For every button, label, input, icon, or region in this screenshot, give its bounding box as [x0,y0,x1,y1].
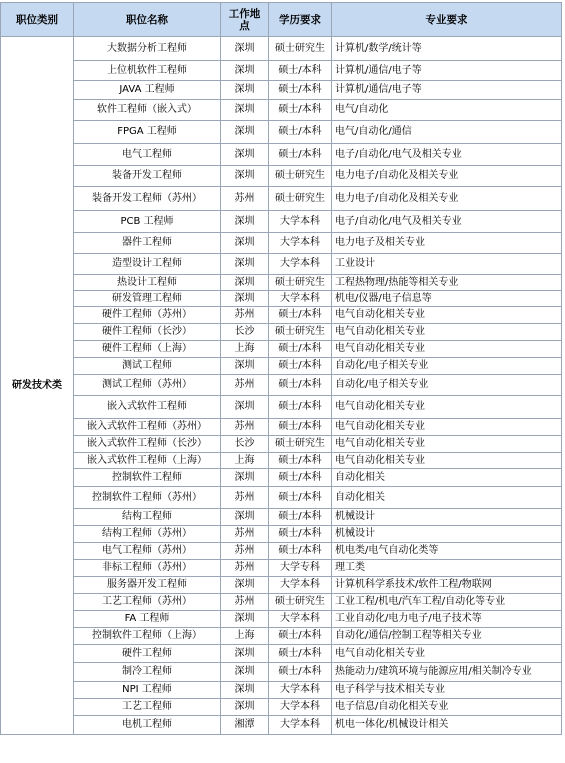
job-title-cell: FPGA 工程师 [74,121,221,144]
major-cell: 热能动力/建筑环境与能源应用/相关制冷专业 [332,663,562,682]
major-cell: 机电/仪器/电子信息等 [332,291,562,307]
major-cell: 自动化相关 [332,469,562,487]
table-row [1,100,562,121]
location-cell: 深圳 [221,291,269,307]
education-cell: 硕士/本科 [269,645,332,663]
table-row [1,716,562,735]
major-cell: 电力电子/自动化及相关专业 [332,187,562,211]
education-cell: 硕士研究生 [269,166,332,187]
location-cell: 苏州 [221,594,269,611]
table-row [1,341,562,358]
job-title-cell: 制冷工程师 [74,663,221,682]
table-row [1,254,562,275]
job-title-cell: 造型设计工程师 [74,254,221,275]
job-title-cell: 大数据分析工程师 [74,37,221,61]
major-cell: 电气自动化相关专业 [332,307,562,324]
table-row [1,699,562,716]
major-cell: 计算机/通信/电子等 [332,81,562,100]
education-cell: 硕士/本科 [269,543,332,560]
table-row [1,61,562,81]
education-cell: 硕士/本科 [269,663,332,682]
job-title-cell: 工艺工程师 [74,699,221,716]
major-cell: 机械设计 [332,509,562,526]
education-cell: 硕士/本科 [269,628,332,645]
job-title-cell: 硬件工程师（长沙） [74,324,221,341]
job-title-cell: 器件工程师 [74,233,221,254]
location-cell: 深圳 [221,166,269,187]
job-table-body [1,37,562,735]
table-row [1,324,562,341]
education-cell: 大学本科 [269,233,332,254]
location-cell: 深圳 [221,682,269,699]
job-title-cell: JAVA 工程师 [74,81,221,100]
education-cell: 大学本科 [269,699,332,716]
education-cell: 硕士/本科 [269,100,332,121]
major-cell: 电子信息/自动化相关专业 [332,699,562,716]
job-requirements-table [0,2,562,735]
job-title-cell: PCB 工程师 [74,211,221,233]
location-cell: 深圳 [221,396,269,419]
table-row [1,543,562,560]
location-cell: 上海 [221,628,269,645]
location-cell: 深圳 [221,100,269,121]
education-cell: 硕士研究生 [269,187,332,211]
education-cell: 硕士/本科 [269,453,332,469]
table-row [1,577,562,594]
location-cell: 苏州 [221,526,269,543]
location-cell: 深圳 [221,699,269,716]
table-row [1,166,562,187]
major-cell: 电气自动化相关专业 [332,396,562,419]
education-cell: 大学本科 [269,611,332,628]
table-row [1,144,562,166]
job-title-cell: 上位机软件工程师 [74,61,221,81]
education-cell: 硕士/本科 [269,396,332,419]
job-title-cell: 装备开发工程师 [74,166,221,187]
job-title-cell: 测试工程师（苏州） [74,375,221,396]
major-cell: 自动化/通信/控制工程等相关专业 [332,628,562,645]
major-cell: 电气自动化相关专业 [332,453,562,469]
location-cell: 深圳 [221,663,269,682]
header-location: 工作地点 [221,3,269,37]
table-row [1,358,562,375]
education-cell: 大学专科 [269,560,332,577]
major-cell: 计算机科学系技术/软件工程/物联网 [332,577,562,594]
table-row [1,487,562,509]
major-cell: 工业自动化/电力电子/电子技术等 [332,611,562,628]
major-cell: 机电类/电气自动化类等 [332,543,562,560]
location-cell: 长沙 [221,324,269,341]
job-title-cell: 电气工程师 [74,144,221,166]
education-cell: 硕士/本科 [269,469,332,487]
major-cell: 计算机/通信/电子等 [332,61,562,81]
job-title-cell: 硬件工程师 [74,645,221,663]
job-title-cell: 控制软件工程师（上海） [74,628,221,645]
location-cell: 深圳 [221,509,269,526]
education-cell: 硕士研究生 [269,436,332,453]
table-row [1,291,562,307]
location-cell: 苏州 [221,375,269,396]
location-cell: 上海 [221,453,269,469]
major-cell: 机械设计 [332,526,562,543]
major-cell: 电气/自动化 [332,100,562,121]
table-row [1,611,562,628]
education-cell: 大学本科 [269,716,332,735]
location-cell: 苏州 [221,487,269,509]
table-row [1,275,562,291]
table-row [1,645,562,663]
table-row [1,682,562,699]
job-title-cell: 硬件工程师（上海） [74,341,221,358]
education-cell: 硕士/本科 [269,526,332,543]
major-cell: 电力电子/自动化及相关专业 [332,166,562,187]
location-cell: 苏州 [221,560,269,577]
location-cell: 深圳 [221,233,269,254]
major-cell: 电子科学与技术相关专业 [332,682,562,699]
major-cell: 电子/自动化/电气及相关专业 [332,211,562,233]
education-cell: 硕士/本科 [269,121,332,144]
education-cell: 硕士/本科 [269,419,332,436]
education-cell: 硕士/本科 [269,487,332,509]
job-title-cell: 嵌入式软件工程师（上海） [74,453,221,469]
education-cell: 硕士研究生 [269,275,332,291]
education-cell: 硕士/本科 [269,307,332,324]
major-cell: 自动化/电子相关专业 [332,358,562,375]
education-cell: 大学本科 [269,682,332,699]
job-title-cell: 服务器开发工程师 [74,577,221,594]
major-cell: 理工类 [332,560,562,577]
major-cell: 自动化/电子相关专业 [332,375,562,396]
job-title-cell: 结构工程师 [74,509,221,526]
job-title-cell: 软件工程师（嵌入式） [74,100,221,121]
location-cell: 苏州 [221,307,269,324]
table-row [1,307,562,324]
table-row [1,121,562,144]
location-cell: 深圳 [221,611,269,628]
location-cell: 深圳 [221,61,269,81]
major-cell: 电气自动化相关专业 [332,419,562,436]
location-cell: 苏州 [221,187,269,211]
table-row [1,211,562,233]
table-row [1,37,562,61]
table-row [1,187,562,211]
location-cell: 苏州 [221,543,269,560]
location-cell: 深圳 [221,358,269,375]
major-cell: 电气自动化相关专业 [332,436,562,453]
major-cell: 电力电子及相关专业 [332,233,562,254]
table-row [1,663,562,682]
education-cell: 硕士/本科 [269,61,332,81]
table-row [1,436,562,453]
job-title-cell: 电机工程师 [74,716,221,735]
education-cell: 硕士/本科 [269,509,332,526]
location-cell: 长沙 [221,436,269,453]
table-row [1,81,562,100]
location-cell: 深圳 [221,577,269,594]
location-cell: 深圳 [221,275,269,291]
job-title-cell: 硬件工程师（苏州） [74,307,221,324]
job-title-cell: 控制软件工程师 [74,469,221,487]
location-cell: 上海 [221,341,269,358]
location-cell: 湘潭 [221,716,269,735]
table-row [1,469,562,487]
major-cell: 工业工程/机电/汽车工程/自动化等专业 [332,594,562,611]
education-cell: 硕士研究生 [269,324,332,341]
table-row [1,419,562,436]
location-cell: 深圳 [221,469,269,487]
major-cell: 电气/自动化/通信 [332,121,562,144]
header-row [1,3,562,37]
job-title-cell: 研发管理工程师 [74,291,221,307]
education-cell: 大学本科 [269,254,332,275]
education-cell: 硕士研究生 [269,594,332,611]
table-row [1,396,562,419]
major-cell: 电子/自动化/电气及相关专业 [332,144,562,166]
table-row [1,509,562,526]
location-cell: 深圳 [221,144,269,166]
table-row [1,560,562,577]
education-cell: 硕士研究生 [269,37,332,61]
table-row [1,628,562,645]
education-cell: 大学本科 [269,211,332,233]
job-title-cell: FA 工程师 [74,611,221,628]
job-title-cell: 装备开发工程师（苏州） [74,187,221,211]
job-title-cell: 结构工程师（苏州） [74,526,221,543]
location-cell: 深圳 [221,645,269,663]
table-row [1,375,562,396]
category-cell: 研发技术类 [1,37,74,735]
major-cell: 电气自动化相关专业 [332,324,562,341]
table-row [1,594,562,611]
job-title-cell: 嵌入式软件工程师（长沙） [74,436,221,453]
job-title-cell: 工艺工程师（苏州） [74,594,221,611]
location-cell: 深圳 [221,211,269,233]
job-title-cell: 嵌入式软件工程师（苏州） [74,419,221,436]
job-title-cell: 非标工程师（苏州） [74,560,221,577]
job-title-cell: NPI 工程师 [74,682,221,699]
education-cell: 大学本科 [269,291,332,307]
major-cell: 电气自动化相关专业 [332,341,562,358]
header-category: 职位类别 [1,3,74,37]
job-title-cell: 电气工程师（苏州） [74,543,221,560]
education-cell: 硕士/本科 [269,375,332,396]
location-cell: 深圳 [221,81,269,100]
major-cell: 工业设计 [332,254,562,275]
location-cell: 深圳 [221,254,269,275]
header-education: 学历要求 [269,3,332,37]
header-title: 职位名称 [74,3,221,37]
location-cell: 深圳 [221,37,269,61]
table-row [1,453,562,469]
education-cell: 大学本科 [269,577,332,594]
table-row [1,526,562,543]
job-title-cell: 测试工程师 [74,358,221,375]
header-major: 专业要求 [332,3,562,37]
job-title-cell: 热设计工程师 [74,275,221,291]
education-cell: 硕士/本科 [269,81,332,100]
major-cell: 机电一体化/机械设计相关 [332,716,562,735]
job-title-cell: 控制软件工程师（苏州） [74,487,221,509]
education-cell: 硕士/本科 [269,358,332,375]
location-cell: 深圳 [221,121,269,144]
major-cell: 电气自动化相关专业 [332,645,562,663]
location-cell: 苏州 [221,419,269,436]
major-cell: 计算机/数学/统计等 [332,37,562,61]
education-cell: 硕士/本科 [269,341,332,358]
job-title-cell: 嵌入式软件工程师 [74,396,221,419]
table-row [1,233,562,254]
major-cell: 自动化相关 [332,487,562,509]
major-cell: 工程热物理/热能等相关专业 [332,275,562,291]
education-cell: 硕士/本科 [269,144,332,166]
